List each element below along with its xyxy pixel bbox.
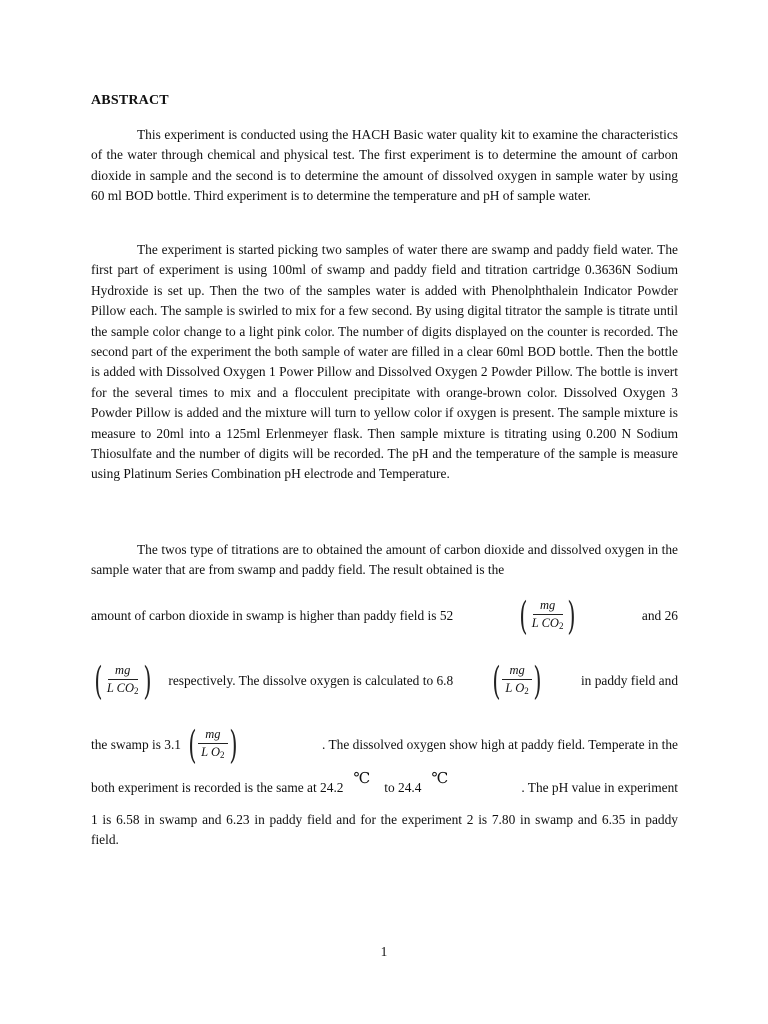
page-number: 1 <box>380 944 388 959</box>
fraction-denominator: L O <box>505 681 525 695</box>
celsius-symbol: ℃ <box>431 771 449 787</box>
fraction-numerator: mg <box>108 663 138 680</box>
celsius-symbol: ℃ <box>353 771 371 787</box>
fraction-numerator: mg <box>533 598 563 615</box>
line-4-end: . The pH value in experiment <box>521 779 678 795</box>
subscript-2: 2 <box>134 686 139 696</box>
subscript-2: 2 <box>524 686 529 696</box>
paragraph-3-line-4 <box>91 771 678 797</box>
fraction-denominator: L CO <box>531 616 559 630</box>
paragraph-1: This experiment is conducted using the HACH Basic water quality kit to examine the characteristics of the water through chemical and physical test. The first experiment is to determine the amount of carbon dioxide in sample and the second is to determine the amount of dissolved oxygen in sample water by using 60 ml BOD bottle. Third experiment is to determine the temperature and pH of sample water. <box>91 127 678 204</box>
unit-mg-per-l-o2: ( $\frac{mg}{L O_2}$ ) <box>492 659 542 703</box>
unit-mg-per-l-co2: ( $\frac{mg}{L CO_2}$ ) <box>94 659 152 703</box>
paragraph-3-line-2 <box>91 658 678 704</box>
line-1-text: amount of carbon dioxide in swamp is higher than paddy field is 52 <box>91 608 454 623</box>
subscript-2: 2 <box>558 621 564 631</box>
fraction-denominator: L O <box>201 745 221 759</box>
paragraph-3-closing: 1 is 6.58 in swamp and 6.23 in paddy field and for the experiment 2 is 7.80 in swamp and 6.35 in paddy field. <box>91 812 678 848</box>
unit-mg-per-l-co2: ( $\frac{mg}{L CO_2}$ ) <box>519 594 576 638</box>
line-4-mid: to 24.4 <box>384 779 422 795</box>
unit-mg-per-l-o2: ( $\frac{mg}{L O_2}$ ) <box>188 723 238 767</box>
fraction-numerator: mg <box>198 727 228 744</box>
abstract-heading: ABSTRACT <box>91 93 169 108</box>
paragraph-3-line-3 <box>91 722 678 768</box>
line-4-start: both experiment is recorded is the same at 24.2 <box>91 779 344 795</box>
subscript-2: 2 <box>220 750 225 760</box>
line-2-text: respectively. The dissolve oxygen is calculated to 6.8 <box>168 673 454 688</box>
line-1-end: and 26 <box>641 608 678 623</box>
line-3-start: the swamp is 3.1 <box>91 737 182 752</box>
line-3-text: . The dissolved oxygen show high at paddy field. Temperate in the <box>322 737 678 752</box>
paragraph-3-line-1 <box>91 593 678 639</box>
line-2-end: in paddy field and <box>580 673 679 688</box>
fraction-numerator: mg <box>502 663 532 680</box>
paragraph-2: The experiment is started picking two samples of water there are swamp and paddy field water. The first part of experiment is using 100ml of swamp and paddy field and titration cartridge 0.3636N Sodium Hydroxide is set up. Then the two of the samples water is added with Phenolphthalein Indicator Powder Pillow each. The sample is swirled to mix for a few second. By using digital titrator the sample is titrate until the sample color change to a light pink color. The number of digits displayed on the counter is recorded. The second part of the experiment the both sample of water are filled in a clear 60ml BOD bottle. Then the bottle is added with Dissolved Oxygen 1 Power Pillow and Dissolved Oxygen 2 Powder Pillow. The bottle is invert for the several times to mix and a flocculent precipitate with orange-brown color. Dissolved Oxygen 3 Powder Pillow is added and the mixture will turn to yellow color if oxygen is present. The sample mixture is measure to 20ml into a 125ml Erlenmeyer flask. Then sample mixture is titrating using 0.200 N Sodium Thiosulfate and the number of digits will be recorded. The pH and the temperature of the sample is measure using Platinum Series Combination pH electrode and Temperature. <box>91 242 678 482</box>
paragraph-3-opening: The twos type of titrations are to obtained the amount of carbon dioxide and dissolved oxygen in the sample water that are from swamp and paddy field. The result obtained is the <box>91 542 678 578</box>
fraction-denominator: L CO <box>106 681 135 695</box>
